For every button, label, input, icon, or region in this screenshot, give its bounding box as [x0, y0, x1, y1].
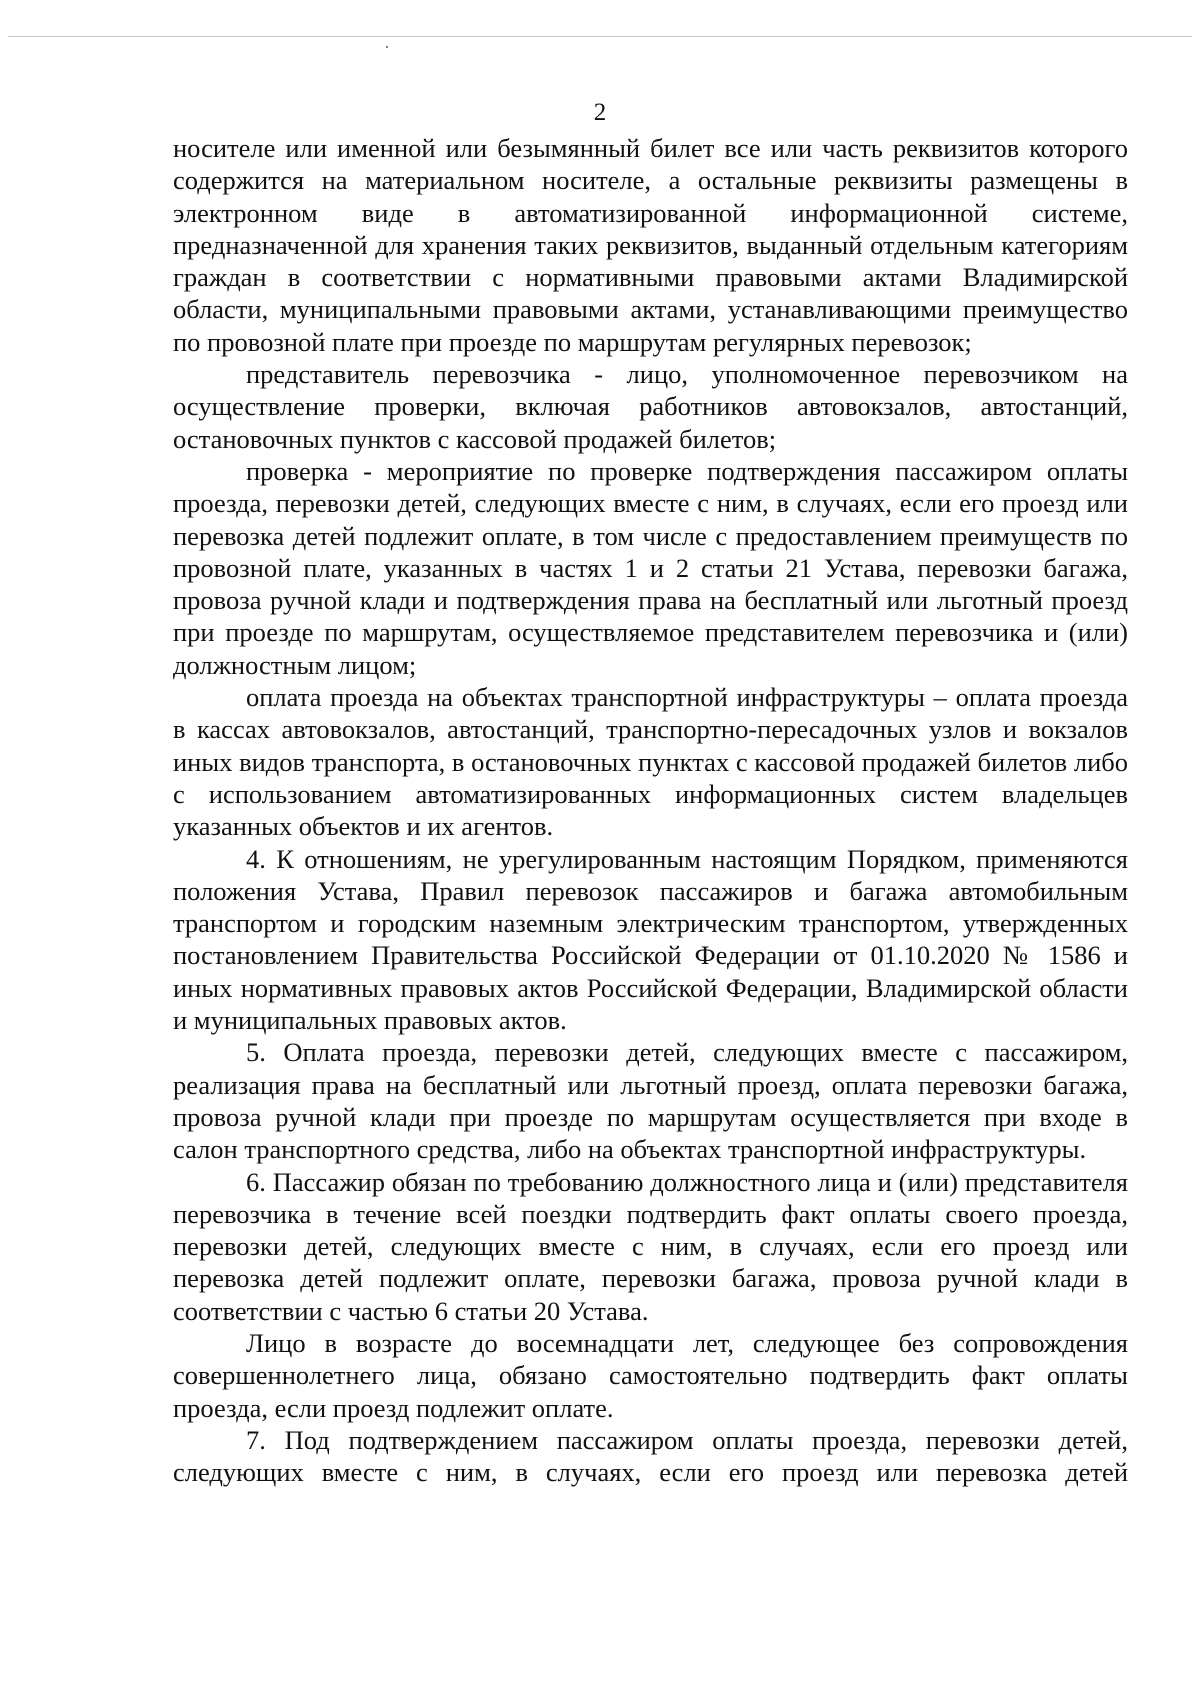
- paragraph-item-5: 5. Оплата проезда, перевозки детей, следующих вместе с пассажиром, реализация права на бесплатный или льготный проезд, оплата перевозки багажа, провоза ручной клади при проезде по маршрутам осуществляется при входе в салон транспортного средства, либо на объектах транспортной инфраструктуры.: [173, 1037, 1128, 1165]
- paragraph-item-7: 7. Под подтверждением пассажиром оплаты проезда, перевозки детей, следующих вместе с ним, в случаях, если его проезд или перевозка детей: [173, 1424, 1128, 1488]
- paragraph-continuation: носителе или именной или безымянный билет все или часть реквизитов которого содержится на материальном носителе, а остальные реквизиты размещены в электронном виде в автоматизированной информационной системе, предназначенной для хранения таких реквизитов, выданный отдельным категориям граждан в соответствии с нормативными правовыми актами Владимирской области, муниципальными правовыми актами, устанавливающими преимущество по провозной плате при проезде по маршрутам регулярных перевозок;: [173, 133, 1128, 357]
- scan-edge-line: [8, 36, 1192, 37]
- paragraph-inspection: проверка - мероприятие по проверке подтверждения пассажиром оплаты проезда, перевозки детей, следующих вместе с ним, в случаях, если его проезд или перевозка детей подлежит оплате, в том числе с предоставлением преимуществ по провозной плате, указанных в частях 1 и 2 статьи 21 Устава, перевозки багажа, провоза ручной клади и подтверждения права на бесплатный или льготный проезд при проезде по маршрутам, осуществляемое представителем перевозчика и (или) должностным лицом;: [173, 455, 1128, 680]
- paragraph-minor-passenger: Лицо в возрасте до восемнадцати лет, следующее без сопровождения совершеннолетнего лица, обязано самостоятельно подтвердить факт оплаты проезда, если проезд подлежит оплате.: [173, 1327, 1128, 1423]
- paragraph-carrier-representative: представитель перевозчика - лицо, уполномоченное перевозчиком на осуществление проверки, включая работников автовокзалов, автостанций, остановочных пунктов с кассовой продажей билетов;: [173, 359, 1128, 454]
- paragraph-item-6: 6. Пассажир обязан по требованию должностного лица и (или) представителя перевозчика в течение всей поездки подтвердить факт оплаты своего проезда, перевозки детей, следующих вместе с ним, в случаях, если его проезд или перевозка детей подлежит оплате, перевозки багажа, провоза ручной клади в соответствии с частью 6 статьи 20 Устава.: [173, 1166, 1128, 1326]
- scan-speck: [386, 46, 388, 48]
- paragraph-item-4: 4. К отношениям, не урегулированным настоящим Порядком, применяются положения Устава, Правил перевозок пассажиров и багажа автомобильным транспортом и городским наземным электрическим транспортом, утвержденных постановлением Правительства Российской Федерации от 01.10.2020 № 1586 и иных нормативных правовых актов Российской Федерации, Владимирской области и муниципальных правовых актов.: [173, 843, 1128, 1036]
- paragraph-payment-infrastructure: оплата проезда на объектах транспортной инфраструктуры – оплата проезда в кассах автовокзалов, автостанций, транспортно-пересадочных узлов и вокзалов иных видов транспорта, в остановочных пунктах с кассовой продажей билетов либо с использованием автоматизированных информационных систем владельцев указанных объектов и их агентов.: [173, 682, 1128, 842]
- page-number: 2: [593, 99, 607, 126]
- document-body: [173, 132, 1128, 1488]
